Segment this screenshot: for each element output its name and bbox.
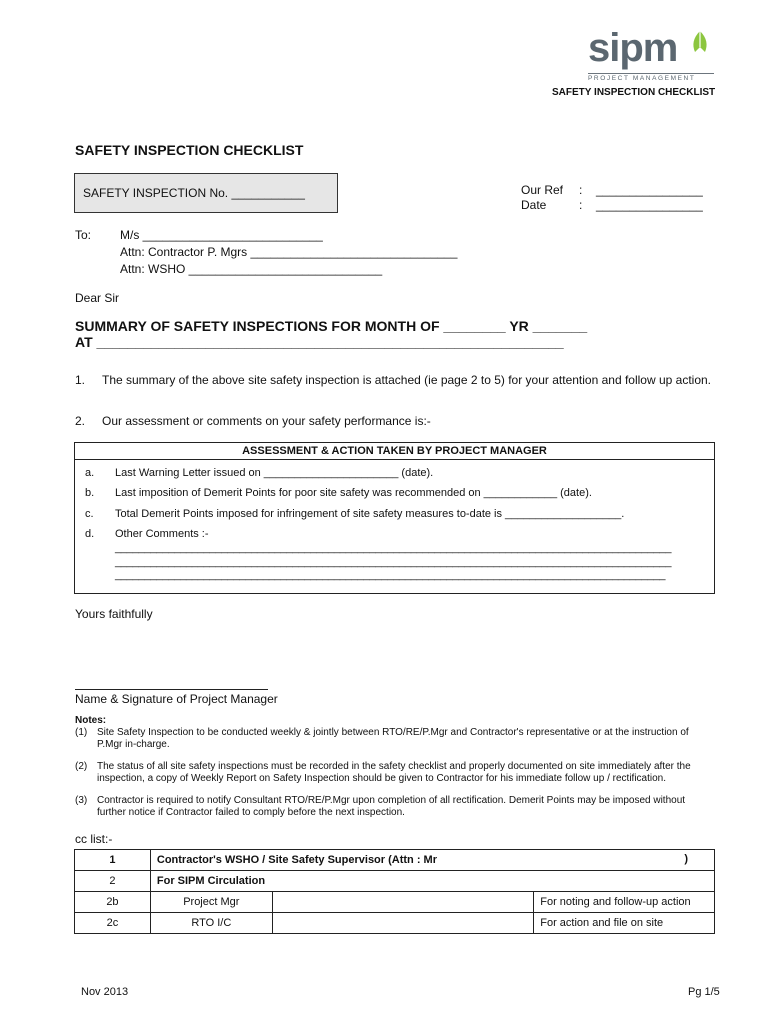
cc-row-1-recipient[interactable] [150,850,714,871]
note-3-text [97,795,727,819]
to-contractor-line[interactable]: Attn: Contractor P. Mgrs _______________________________ [120,245,458,259]
our-ref-field[interactable]: ________________ [596,183,703,197]
summary-line-at: AT ____________________________________________________________ [75,334,564,350]
cc-row-2c-number: 2c [75,913,151,934]
leaf-icon [688,30,712,54]
footer-date: Nov 2013 [81,986,129,998]
our-ref-colon: : [579,183,583,197]
point-1-number: 1. [75,373,86,387]
cc-row-2c-action: For action and file on site [534,913,715,934]
cc-row-2-text: For SIPM Circulation [150,871,714,892]
comment-line-1[interactable]: ______________________________________________________________________________________________ [115,542,672,554]
cc-row-2c-role: RTO I/C [150,913,272,934]
header-title: SAFETY INSPECTION CHECKLIST [552,87,716,98]
date-field[interactable]: ________________ [596,198,703,212]
logo-subtitle: PROJECT MANAGEMENT [588,75,696,82]
to-company-line[interactable]: M/s ___________________________ [120,228,323,242]
cc-row-2b-action: For noting and follow-up action [534,892,715,913]
cc-row-2-number: 2 [75,871,151,892]
note-2-text [97,761,727,785]
inspection-number-label: SAFETY INSPECTION No. ___________ [83,186,305,200]
logo-wordmark: sipm [588,26,678,70]
inspection-number-box[interactable] [74,173,338,213]
summary-heading [75,318,587,350]
point-1-text: The summary of the above site safety inspection is attached (ie page 2 to 5) for your attention and follow up action. [102,373,712,387]
cc-row-2 [75,871,715,892]
point-2-number: 2. [75,414,86,428]
assessment-item-b[interactable]: Last imposition of Demerit Points for poor site safety was recommended on ____________ (date). [115,487,592,499]
document-title: SAFETY INSPECTION CHECKLIST [75,142,304,158]
notes-heading: Notes: [75,715,107,726]
comment-line-3[interactable]: _____________________________________________________________________________________________ [115,569,666,581]
assessment-item-d: Other Comments :- [115,528,209,540]
cc-row-2b-role: Project Mgr [150,892,272,913]
cc-list-label: cc list:- [75,832,113,846]
assessment-item-d-letter: d. [85,528,95,540]
cc-row-2b-name-field[interactable] [272,892,534,913]
note-1 [75,727,87,739]
note-2-number: (2) [75,761,88,772]
footer-page-number: Pg 1/5 [688,986,720,998]
to-wsho-line[interactable]: Attn: WSHO _____________________________ [120,262,383,276]
cc-row-2c-name-field[interactable] [272,913,534,934]
cc-row-2b [75,892,715,913]
note-1-text [97,727,727,751]
signature-line[interactable] [75,689,268,690]
signature-label: Name & Signature of Project Manager [75,692,278,706]
closing-yours-faithfully: Yours faithfully [75,607,153,621]
note-3-line-2: further notice if Contractor failed to comply before the next inspection. [97,807,405,818]
date-colon: : [579,198,583,212]
assessment-heading: ASSESSMENT & ACTION TAKEN BY PROJECT MANAGER [75,443,714,460]
note-1-line-2: P.Mgr in-charge. [97,739,170,750]
assessment-item-b-letter: b. [85,487,95,499]
note-3-number: (3) [75,795,88,806]
logo-underline [588,73,714,74]
cc-row-1-number: 1 [75,850,151,871]
date-label: Date [521,198,547,212]
cc-row-2b-number: 2b [75,892,151,913]
cc-row-1 [75,850,715,871]
cc-row-2c [75,913,715,934]
cc-row-1-close: ) [684,853,688,865]
comment-line-2[interactable]: ______________________________________________________________________________________________ [115,556,672,568]
assessment-item-a-letter: a. [85,467,95,479]
note-1-number: (1) [75,727,88,738]
assessment-item-c[interactable]: Total Demerit Points imposed for infringement of site safety measures to-date is ___________________. [115,508,625,520]
our-ref-label: Our Ref [521,183,564,197]
to-label: To: [75,228,92,242]
sipm-logo [586,26,718,88]
note-3-line-1: Contractor is required to notify Consultant RTO/RE/P.Mgr upon completion of all rectification. Demerit Points may be imposed without [97,795,686,806]
assessment-item-c-letter: c. [85,508,94,520]
note-1-line-1: Site Safety Inspection to be conducted weekly & jointly between RTO/RE/P.Mgr and Contractor's representative or at the instruction of [97,727,689,738]
cc-table [74,849,715,934]
summary-line-month: SUMMARY OF SAFETY INSPECTIONS FOR MONTH OF ________ YR _______ [75,318,588,334]
assessment-item-a[interactable]: Last Warning Letter issued on ______________________ (date). [115,467,434,479]
salutation: Dear Sir [75,291,120,305]
note-2-line-2: inspection, a copy of Weekly Report on Safety Inspection should be given to Contractor for his immediate follow up / rectification. [97,773,666,784]
assessment-box [74,442,715,594]
note-2-line-1: The status of all site safety inspections must be recorded in the safety checklist and properly documented on site immediately after the [97,761,691,772]
point-2-text: Our assessment or comments on your safety performance is:- [102,414,431,428]
cc-row-1-text: Contractor's WSHO / Site Safety Supervisor (Attn : Mr [156,854,437,866]
